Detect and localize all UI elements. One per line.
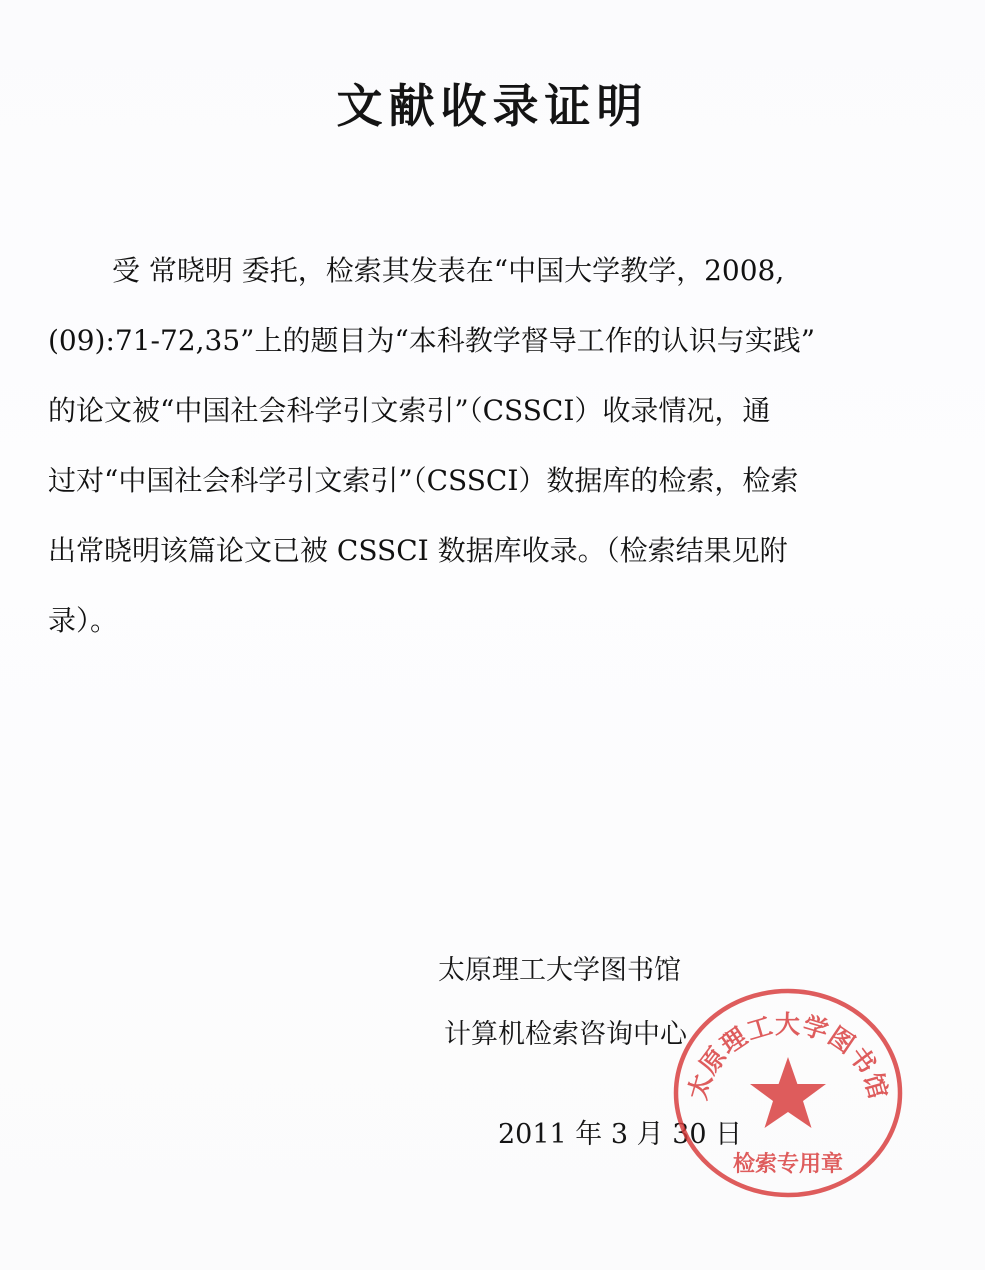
body-line-5: 出常晓明该篇论文已被 CSSCI 数据库收录。（检索结果见附 — [48, 534, 788, 567]
signature-organization: 太原理工大学图书馆 — [438, 955, 681, 986]
body-line-4: 过对“中国社会科学引文索引”（CSSCI）数据库的检索，检索 — [48, 464, 799, 497]
body-line-3: 的论文被“中国社会科学引文索引”（CSSCI）收录情况，通 — [48, 394, 771, 427]
body-line-2: (09):71-72,35”上的题目为“本科教学督导工作的认识与实践” — [48, 324, 816, 357]
certificate-body — [48, 236, 938, 656]
body-line-6: 录）。 — [48, 604, 119, 637]
signature-date: 2011 年 3 月 30 日 — [498, 1119, 743, 1150]
seal-star-icon — [750, 1057, 826, 1128]
document-title: 文献收录证明 — [336, 79, 649, 133]
seal-outer-text: 太原理工大学图书馆 — [682, 1009, 894, 1103]
signature-department: 计算机检索咨询中心 — [444, 1019, 687, 1050]
body-line-1: 受 常晓明 委托，检索其发表在“中国大学教学，2008, — [112, 254, 785, 287]
seal-inner-text: 检索专用章 — [732, 1152, 844, 1177]
official-seal-stamp — [670, 985, 906, 1201]
